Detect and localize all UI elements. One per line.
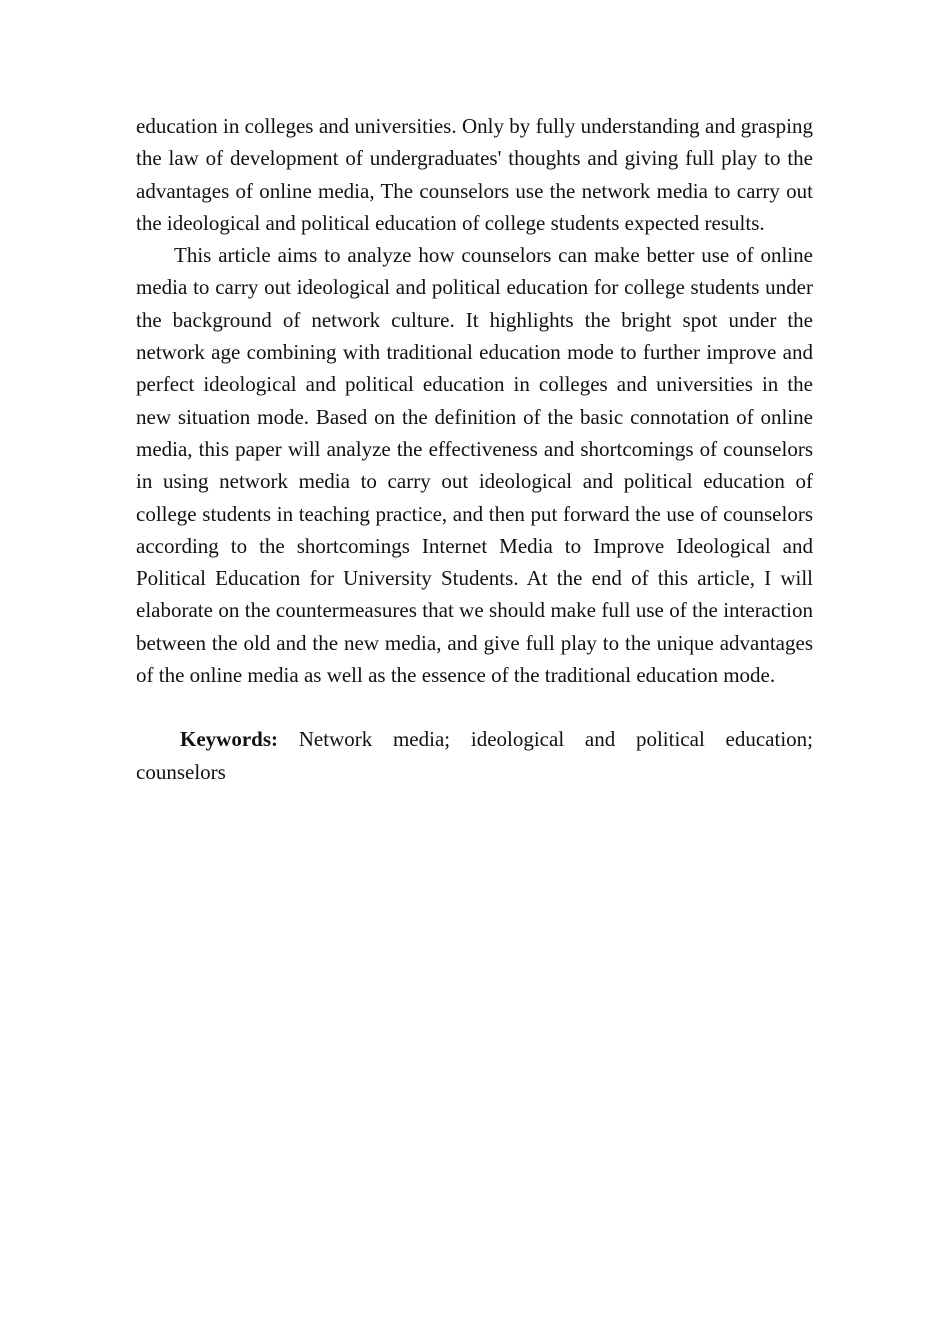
- document-page: [136, 110, 813, 788]
- keywords-text: Network media; ideological and political education; counselors: [136, 727, 813, 784]
- keywords-label: Keywords:: [180, 727, 278, 752]
- keywords-line: [136, 723, 813, 788]
- abstract-paragraph-1: education in colleges and universities. Only by fully understanding and grasping the law of development of undergraduates' thoughts and giving full play to the advantages of online media, The counselors use the network media to carry out the ideological and political education of college students expected results.: [136, 114, 813, 235]
- abstract-paragraph-2: This article aims to analyze how counselors can make better use of online media to carry out ideological and political education for college students under the background of network culture. It highlights the bright spot under the network age combining with traditional education mode to further improve and perfect ideological and political education in colleges and universities in the new situation mode. Based on the definition of the basic connotation of online media, this paper will analyze the effectiveness and shortcomings of counselors in using network media to carry out ideological and political education of college students in teaching practice, and then put forward the use of counselors according to the shortcomings Internet Media to Improve Ideological and Political Education for University Students. At the end of this article, I will elaborate on the countermeasures that we should make full use of the interaction between the old and the new media, and give full play to the unique advantages of the online media as well as the essence of the traditional education mode.: [136, 243, 813, 688]
